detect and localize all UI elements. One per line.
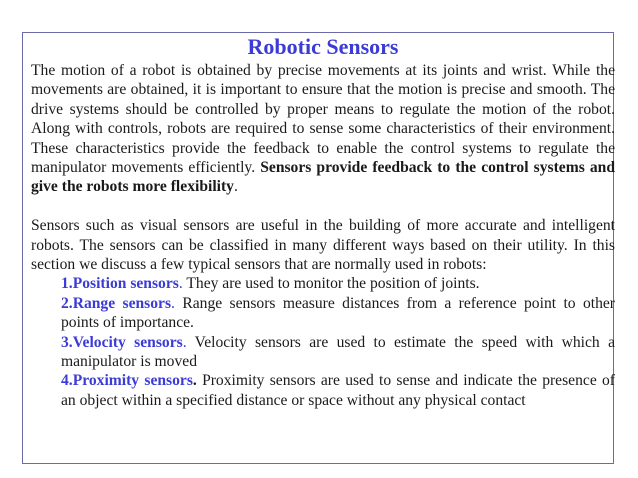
list-item-separator: .	[171, 294, 175, 312]
classification-paragraph: Sensors such as visual sensors are useful in the building of more accurate and intelligent robots. The sensors can be classified in many different ways based on their utility. In this section we discuss a few typical sensors that are normally used in robots:	[31, 217, 615, 274]
list-item-description: Range sensors measure distances from a reference point to other points of importance.	[61, 294, 615, 332]
list-item	[61, 333, 615, 372]
intro-paragraph	[31, 61, 615, 197]
list-item-description: Velocity sensors are used to estimate the speed with which a manipulator is moved	[61, 333, 615, 371]
list-item-description: Proximity sensors are used to sense and indicate the presence of an object within a specified distance or space without any physical contact	[61, 372, 615, 409]
slide-content	[31, 34, 615, 410]
intro-bold-text: Sensors provide feedback to the control systems and give the robots more flexibility	[31, 159, 615, 196]
list-item	[61, 274, 615, 293]
list-item-separator: .	[192, 372, 197, 390]
slide-title: Robotic Sensors	[247, 34, 399, 59]
list-item-name: Proximity sensors	[72, 372, 193, 390]
list-item-number: 1.	[61, 275, 73, 293]
list-item-description: They are used to monitor the position of joints.	[182, 275, 480, 293]
list-item-separator: .	[182, 333, 187, 351]
paragraph-spacer	[31, 197, 615, 216]
list-item-name: Velocity sensors	[72, 333, 183, 351]
list-item-number: 3.	[61, 333, 73, 351]
intro-end: .	[233, 178, 238, 196]
list-item-separator: .	[178, 275, 183, 293]
list-item	[61, 294, 615, 333]
list-item	[61, 371, 615, 410]
list-item-number: 2.	[61, 294, 73, 312]
list-item-number: 4.	[61, 372, 73, 390]
list-item-name: Position sensors	[72, 275, 179, 293]
list-item-name: Range sensors	[72, 294, 172, 312]
sensor-list	[31, 274, 615, 410]
intro-text: The motion of a robot is obtained by precise movements at its joints and wrist. While the movements are obtained, it is important to ensure that the motion is precise and smooth. The drive systems should be controlled by proper means to regulate the motion of the robot. Along with controls, robots are required to sense some characteristics of their environment. These characteristics provide the feedback to enable the control systems to regulate the manipulator movements efficiently.	[31, 62, 615, 177]
